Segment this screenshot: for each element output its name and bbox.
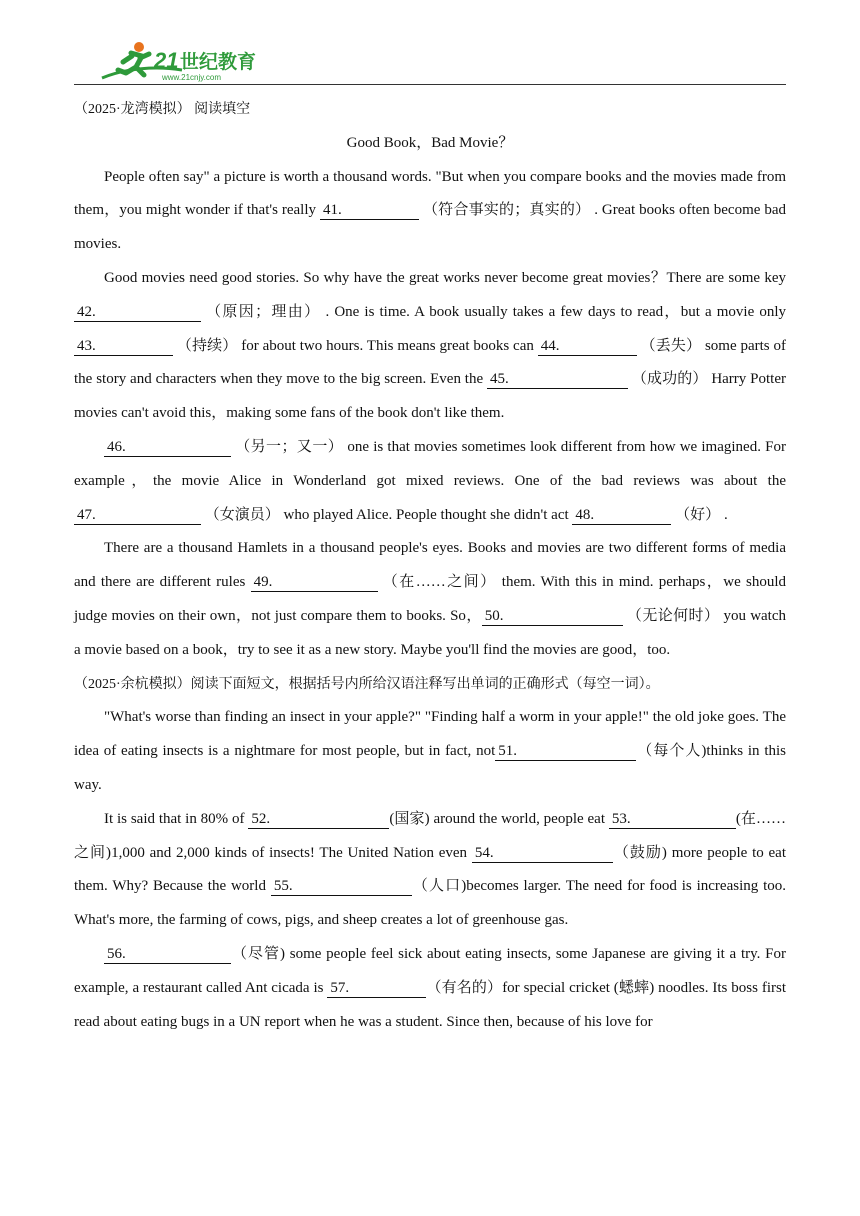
blank-43[interactable]: 43. xyxy=(74,337,173,356)
hint-51: （每个人) xyxy=(636,743,707,760)
hint-48: （好） xyxy=(675,506,721,523)
blank-56[interactable]: 56. xyxy=(104,945,231,964)
svg-text:www.21cnjy.com: www.21cnjy.com xyxy=(162,73,221,82)
blank-42[interactable]: 42. xyxy=(74,303,201,322)
hint-50: （无论何时） xyxy=(626,607,720,624)
blank-53[interactable]: 53. xyxy=(609,810,736,829)
hint-55: （人口) xyxy=(411,878,467,895)
section1-source: （2025·龙湾模拟） 阅读填空 xyxy=(74,102,251,117)
hint-47: （女演员） xyxy=(204,506,280,523)
s1-paragraph-2: Good movies need good stories. So why have the great works never become great movies？There are some key 42. （原因；理由） . One is time. A book usually takes a few days to read，but a movie only 43. （持续） for about two hours. This means great books can 44. （丢失） some parts of the story and characters when they move to the big screen. Even the 45. （成功的） Harry Potter movies can't avoid this，making some fans of the book don't like them. xyxy=(74,269,787,422)
header-rule xyxy=(74,84,786,85)
hint-44: （丢失） xyxy=(640,337,702,354)
s2-paragraph-2: It is said that in 80% of 52. (国家) around the world, people eat 53. (在……之间)1,000 and 2,000 kinds of insects! The United Nation even 54. （鼓励) more people to eat them. Why? Because the world 55. （人口)becomes larger. The need for food is increasing too. What's more, the farming of cows, pigs, and sheep creates a lot of greenhouse gas. xyxy=(74,810,787,929)
blank-46[interactable]: 46. xyxy=(104,438,231,457)
blank-45[interactable]: 45. xyxy=(487,370,628,389)
logo-21cnjy xyxy=(96,40,266,84)
svg-text:21: 21 xyxy=(154,48,179,73)
blank-55[interactable]: 55. xyxy=(271,877,412,896)
blank-44[interactable]: 44. xyxy=(538,337,637,356)
s1-paragraph-3: 46. （另一；又一） one is that movies sometimes look different from how we imagined. For example，the movie Alice in Wonderland got mixed reviews. One of the bad reviews was about the 47. （女演员） who played Alice. People thought she didn't act 48. （好） . xyxy=(74,438,786,523)
s2-paragraph-3: 56. （尽管) some people feel sick about eating insects, some Japanese are giving it a try. For example, a restaurant called Ant cicada is 57. （有名的）for special cricket (蟋蟀) noodles. Its boss first read about eating bugs in a UN report when he was a student. Since then, because of his love for xyxy=(74,945,786,1030)
hint-52: (国家) xyxy=(389,810,430,827)
blank-48[interactable]: 48. xyxy=(572,506,671,525)
blank-41[interactable]: 41. xyxy=(320,201,419,220)
blank-52[interactable]: 52. xyxy=(248,810,389,829)
blank-57[interactable]: 57. xyxy=(327,979,426,998)
hint-49: （在……之间） xyxy=(382,574,497,591)
blank-49[interactable]: 49. xyxy=(251,573,378,592)
page-header xyxy=(74,38,786,86)
document-body xyxy=(74,93,786,1039)
blank-47[interactable]: 47. xyxy=(74,506,201,525)
article-title: Good Book，Bad Movie？ xyxy=(346,134,514,151)
hint-54: （鼓励) xyxy=(612,844,667,861)
s2-paragraph-1: "What's worse than finding an insect in your apple?" "Finding half a worm in your apple!" the old joke goes. The idea of eating insects is a nightmare for most people, but in fact, not 51. （每个人)thinks in this way. xyxy=(74,709,787,793)
hint-42: （原因；理由） xyxy=(206,303,321,320)
s1-paragraph-4: There are a thousand Hamlets in a thousand people's eyes. Books and movies are two different forms of media and there are different rules 49. （在……之间） them. With this in mind. perhaps，we should judge movies on their own，not just compare them to books. So， 50. （无论何时） you watch a movie based on a book，try to see it as a new story. Maybe you'll find the movies are good，too. xyxy=(74,540,787,658)
hint-46: （另一；又一） xyxy=(235,438,344,455)
hint-57: （有名的） xyxy=(426,979,503,996)
hint-56: （尽管) xyxy=(231,945,285,962)
s1-paragraph-1: People often say" a picture is worth a thousand words. "But when you compare books and the movies made from them，you might wonder if that's really 41. （符合事实的；真实的） . Great books often become bad movies. xyxy=(74,168,787,253)
blank-54[interactable]: 54. xyxy=(472,844,613,863)
svg-text:世纪教育: 世纪教育 xyxy=(180,51,257,73)
hint-53: (在……之间) xyxy=(74,810,786,861)
hint-43: （持续） xyxy=(176,337,238,354)
blank-51[interactable]: 51. xyxy=(495,742,636,761)
hint-45: （成功的） xyxy=(631,371,708,388)
section2-source: （2025·余杭模拟）阅读下面短文，根据括号内所给汉语注释写出单词的正确形式（每空一词）。 xyxy=(74,676,660,692)
blank-50[interactable]: 50. xyxy=(482,607,623,626)
hint-41: （符合事实的；真实的） xyxy=(422,202,591,219)
